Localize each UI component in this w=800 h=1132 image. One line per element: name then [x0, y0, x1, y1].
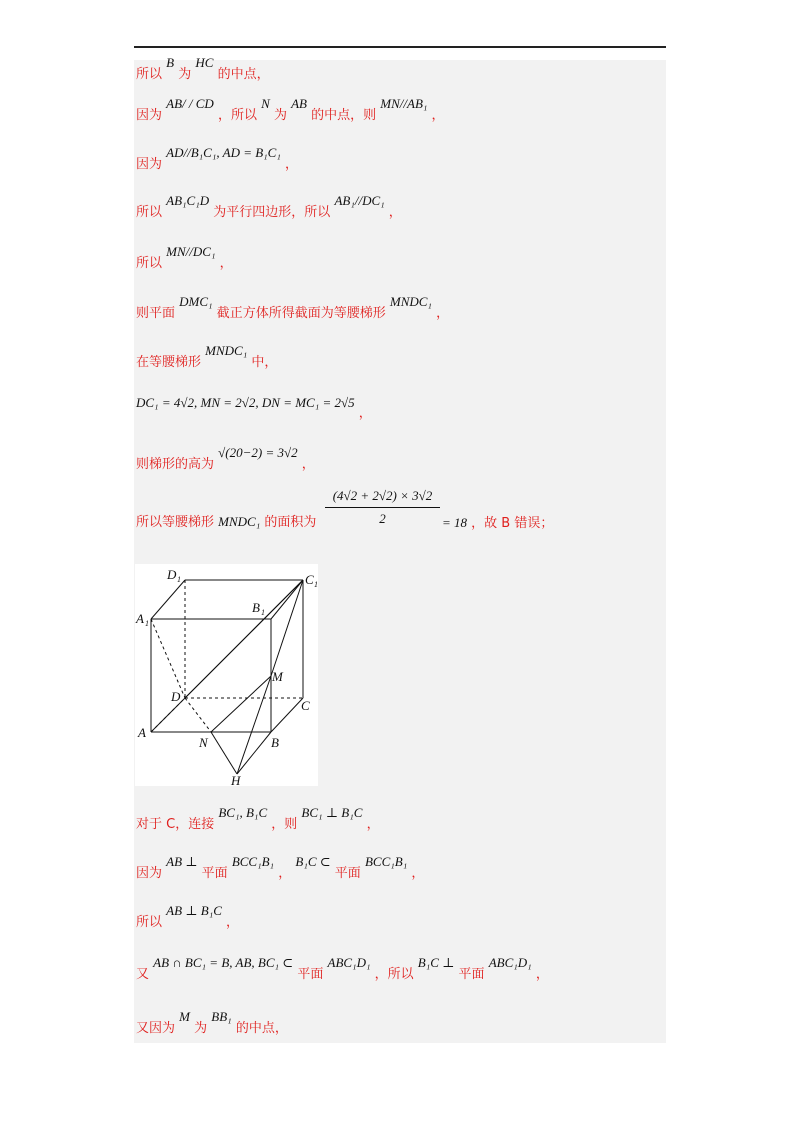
text: ，所以 [374, 967, 414, 982]
math: MN//AB₁ [380, 96, 428, 111]
line-13 [136, 903, 240, 931]
math: BCC₁B₁ [231, 854, 275, 869]
line-4 [136, 193, 402, 221]
text: 又 [136, 967, 150, 982]
math: BB₁ [211, 1009, 232, 1024]
text: 所以等腰梯形 [136, 515, 215, 530]
math: HC [195, 55, 214, 70]
math: M [179, 1009, 190, 1024]
text: ， [219, 256, 233, 271]
label-N: N [199, 735, 208, 750]
line-HB [237, 732, 271, 774]
text: 所以 [136, 205, 163, 220]
math: AB₁//DC₁ [334, 193, 385, 208]
math: AB [291, 96, 307, 111]
text: ，所以 [217, 108, 257, 123]
label-A: A [138, 725, 146, 740]
line-14 [136, 955, 549, 983]
cube-diagram [135, 564, 318, 786]
label-C1: C [305, 572, 314, 587]
text: ，则 [271, 817, 298, 832]
line-12 [136, 854, 425, 882]
math: MNDC₁ [218, 514, 261, 529]
math: MN//DC₁ [166, 244, 216, 259]
line-C1M [271, 580, 303, 676]
line-NM [211, 676, 271, 732]
cube-figure [135, 564, 318, 786]
line-9 [136, 445, 315, 473]
label-A1-sub: 1 [145, 619, 149, 628]
label-B1: B [252, 600, 260, 615]
text: ， [226, 915, 240, 930]
text: 又因为 [136, 1021, 176, 1036]
text: 的面积为 [264, 515, 317, 530]
text: ， [301, 457, 315, 472]
edge-BC [271, 698, 303, 732]
line-2 [136, 96, 445, 124]
math: AD//B₁C₁, AD = B₁C₁ [166, 145, 281, 160]
math: = 18 [442, 515, 468, 530]
area-result [442, 512, 553, 531]
text: 则梯形的高为 [136, 457, 215, 472]
text: 所以 [136, 915, 163, 930]
line-5 [136, 244, 233, 272]
text: ， [278, 866, 292, 881]
text: 为 [273, 108, 287, 123]
label-D1-sub: 1 [177, 575, 181, 584]
math: AB₁C₁D [166, 193, 210, 208]
math: BC₁, B₁C [218, 805, 268, 820]
hidden-line-DN [185, 698, 211, 732]
math: DMC₁ [179, 294, 213, 309]
hidden-line-A1D [151, 619, 185, 698]
label-H: H [231, 773, 241, 786]
text: ， [366, 817, 380, 832]
edge-B1C1 [271, 580, 303, 619]
text: 平面 [297, 967, 324, 982]
math: AB ⊥ [166, 854, 198, 869]
text: ， [535, 967, 549, 982]
line-3 [136, 145, 299, 173]
line-NH [211, 732, 237, 774]
math: ABC₁D₁ [327, 955, 371, 970]
math: ABC₁D₁ [488, 955, 532, 970]
math: N [261, 96, 270, 111]
text: 在等腰梯形 [136, 355, 202, 370]
label-C: C [301, 698, 310, 713]
text: 的中点， [217, 67, 270, 82]
text: ， [388, 205, 402, 220]
text: 因为 [136, 108, 163, 123]
line-MH [237, 676, 271, 774]
math: B₁C ⊂ [295, 854, 331, 869]
label-D: D [171, 689, 181, 704]
math: BCC₁B₁ [364, 854, 408, 869]
text: 所以 [136, 67, 163, 82]
edge-A1D1 [151, 580, 185, 619]
header-rule [134, 46, 666, 48]
line-DC1 [185, 580, 303, 698]
text: 则平面 [136, 306, 176, 321]
text: ，故 B 错误； [471, 516, 554, 531]
math: B [166, 55, 175, 70]
fraction-denominator: 2 [379, 511, 386, 526]
line-10 [136, 514, 316, 531]
text: ， [431, 108, 445, 123]
text: 因为 [136, 157, 163, 172]
label-D1: D [167, 567, 177, 582]
text: ， [285, 157, 299, 172]
math: MNDC₁ [205, 343, 248, 358]
math: AB ∩ BC₁ = B, AB, BC₁ ⊂ [153, 955, 294, 970]
text: 为 [178, 67, 192, 82]
math: BC₁ ⊥ B₁C [301, 805, 363, 820]
label-B: B [271, 735, 279, 750]
text: 的中点， [235, 1021, 288, 1036]
label-A1: A [136, 611, 144, 626]
math: AB ⊥ B₁C [166, 903, 222, 918]
text: 平面 [458, 967, 485, 982]
line-8 [136, 395, 372, 421]
line-11 [136, 805, 380, 833]
label-M: M [272, 669, 283, 684]
math: √(20−2) = 3√2 [218, 445, 298, 460]
text: 为平行四边形，所以 [213, 205, 331, 220]
text: 中， [251, 355, 278, 370]
text: 平面 [201, 866, 228, 881]
text: 的中点，则 [311, 108, 377, 123]
text: 因为 [136, 866, 163, 881]
area-fraction [325, 488, 440, 527]
math: AB/ / CD [166, 96, 214, 111]
text: 平面 [334, 866, 361, 881]
text: ， [411, 866, 425, 881]
text: ， [436, 306, 450, 321]
text: ， [358, 406, 372, 421]
math: MNDC₁ [389, 294, 432, 309]
text: 截正方体所得截面为等腰梯形 [216, 306, 386, 321]
text: 对于 C，连接 [136, 817, 215, 832]
math: DC₁ = 4√2, MN = 2√2, DN = MC₁ = 2√5 [136, 395, 355, 410]
line-15 [136, 1009, 288, 1037]
text: 为 [194, 1021, 208, 1036]
text: 所以 [136, 256, 163, 271]
line-6 [136, 294, 450, 322]
fraction-numerator: (4√2 + 2√2) × 3√2 [325, 488, 440, 508]
label-C1-sub: 1 [314, 580, 318, 589]
label-B1-sub: 1 [261, 608, 265, 617]
line-1 [136, 55, 270, 83]
line-7 [136, 343, 278, 371]
math: B₁C ⊥ [417, 955, 455, 970]
